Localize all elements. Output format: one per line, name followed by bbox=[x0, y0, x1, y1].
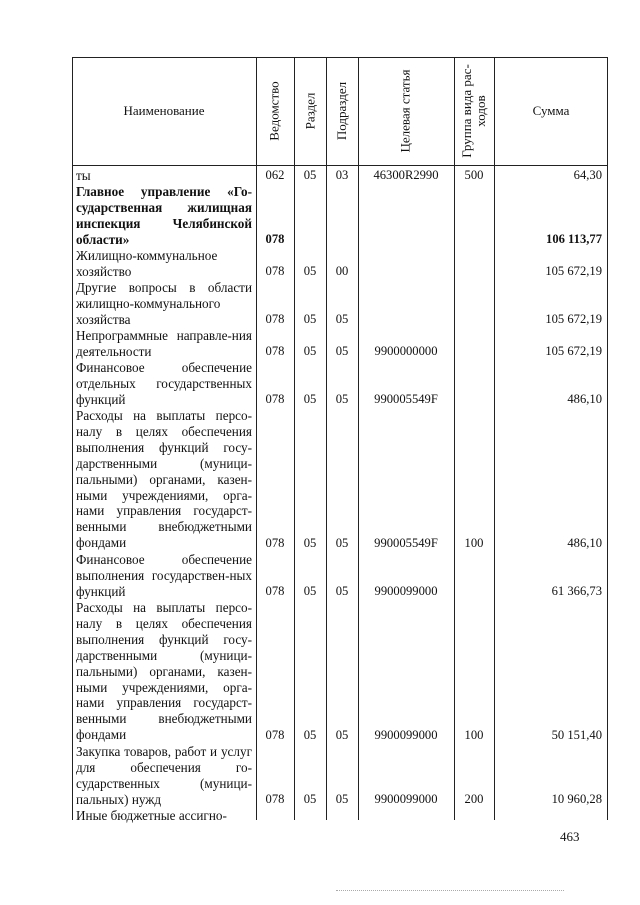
page-number: 463 bbox=[560, 829, 580, 844]
row-vedomstvo: 078 bbox=[265, 344, 285, 358]
row-name: Иные бюджетные ассигно- bbox=[76, 808, 227, 823]
row-name: Расходы на выплаты персо-налу в целях обеспечения выполнения функций госу-дарственными (муници-пальными) органами, казен-ными учреждениями, орга-нами управления государст-венными внебюджетными фондами bbox=[76, 408, 252, 551]
row-gruppa: 100 bbox=[464, 536, 484, 550]
row-name: Непрограммные направле-ния деятельности bbox=[76, 328, 252, 359]
row-vedomstvo: 078 bbox=[265, 584, 285, 598]
row-summa: 106 113,77 bbox=[546, 232, 602, 246]
row-summa: 50 151,40 bbox=[551, 728, 602, 742]
row-razdel: 05 bbox=[303, 584, 317, 598]
budget-table bbox=[72, 57, 608, 823]
row-celevaya: 9900000000 bbox=[374, 344, 438, 358]
row-celevaya: 9900099000 bbox=[374, 792, 438, 806]
row-razdel: 05 bbox=[303, 536, 317, 550]
row-summa: 105 672,19 bbox=[545, 344, 602, 358]
header-gruppa-vida-rashodov: Группа вида рас- ходов bbox=[459, 64, 488, 158]
header-podrazdel: Подраздел bbox=[334, 81, 350, 141]
row-name: Финансовое обеспечение отдельных государственных функций bbox=[76, 360, 252, 407]
row-name: Другие вопросы в области жилищно-коммунального хозяйства bbox=[76, 280, 252, 327]
row-name: Закупка товаров, работ и услуг для обеспечения го-сударственных (муници-пальных) нужд bbox=[76, 744, 252, 807]
table-border-right bbox=[607, 57, 608, 820]
footer-dotted-line bbox=[336, 890, 564, 891]
row-summa: 64,30 bbox=[573, 168, 602, 182]
row-razdel: 05 bbox=[303, 392, 317, 406]
row-podrazdel: 05 bbox=[335, 584, 349, 598]
row-vedomstvo: 078 bbox=[265, 792, 285, 806]
row-razdel: 05 bbox=[303, 168, 317, 182]
row-celevaya: 9900099000 bbox=[374, 728, 438, 742]
row-name: Главное управление «Го-сударственная жилищная инспекция Челябинской области» bbox=[76, 184, 252, 247]
row-razdel: 05 bbox=[303, 264, 317, 278]
row-vedomstvo: 078 bbox=[265, 728, 285, 742]
table-border-left bbox=[72, 57, 73, 820]
header-razdel: Раздел bbox=[302, 92, 317, 130]
row-gruppa: 100 bbox=[464, 728, 484, 742]
row-razdel: 05 bbox=[303, 728, 317, 742]
row-podrazdel: 05 bbox=[335, 344, 349, 358]
row-vedomstvo: 078 bbox=[265, 264, 285, 278]
row-vedomstvo: 078 bbox=[265, 312, 285, 326]
row-podrazdel: 00 bbox=[335, 264, 349, 278]
header-name: Наименование bbox=[123, 103, 205, 118]
row-podrazdel: 05 bbox=[335, 312, 349, 326]
row-vedomstvo: 078 bbox=[265, 392, 285, 406]
row-razdel: 05 bbox=[303, 792, 317, 806]
header-summa: Сумма bbox=[532, 103, 570, 118]
row-vedomstvo: 062 bbox=[265, 168, 285, 182]
header-divider bbox=[72, 165, 608, 166]
row-name: ты bbox=[76, 168, 91, 183]
row-podrazdel: 05 bbox=[335, 392, 349, 406]
row-vedomstvo: 078 bbox=[265, 536, 285, 550]
row-podrazdel: 03 bbox=[335, 168, 349, 182]
row-name: Финансовое обеспечение выполнения государствен-ных функций bbox=[76, 552, 252, 599]
row-celevaya: 990005549F bbox=[374, 536, 438, 550]
header-vedomstvo: Ведомство bbox=[267, 81, 282, 141]
row-summa: 105 672,19 bbox=[545, 312, 602, 326]
row-gruppa: 500 bbox=[464, 168, 484, 182]
row-podrazdel: 05 bbox=[335, 728, 349, 742]
row-podrazdel: 05 bbox=[335, 536, 349, 550]
row-summa: 486,10 bbox=[567, 536, 602, 550]
row-name: Жилищно-коммунальное хозяйство bbox=[76, 248, 218, 279]
row-gruppa: 200 bbox=[464, 792, 484, 806]
row-podrazdel: 05 bbox=[335, 792, 349, 806]
row-razdel: 05 bbox=[303, 312, 317, 326]
row-celevaya: 9900099000 bbox=[374, 584, 438, 598]
row-summa: 61 366,73 bbox=[551, 584, 602, 598]
row-summa: 10 960,28 bbox=[551, 792, 602, 806]
header-celevaya-statya: Целевая статья bbox=[397, 69, 413, 153]
row-celevaya: 46300R2990 bbox=[373, 168, 439, 182]
row-summa: 105 672,19 bbox=[545, 264, 602, 278]
row-celevaya: 990005549F bbox=[374, 392, 438, 406]
row-vedomstvo: 078 bbox=[265, 232, 285, 246]
row-summa: 486,10 bbox=[567, 392, 602, 406]
row-razdel: 05 bbox=[303, 344, 317, 358]
row-name: Расходы на выплаты персо-налу в целях обеспечения выполнения функций госу-дарственными (муници-пальными) органами, казен-ными учреждениями, орга-нами управления государст-венными внебюджетными фондами bbox=[76, 600, 252, 743]
